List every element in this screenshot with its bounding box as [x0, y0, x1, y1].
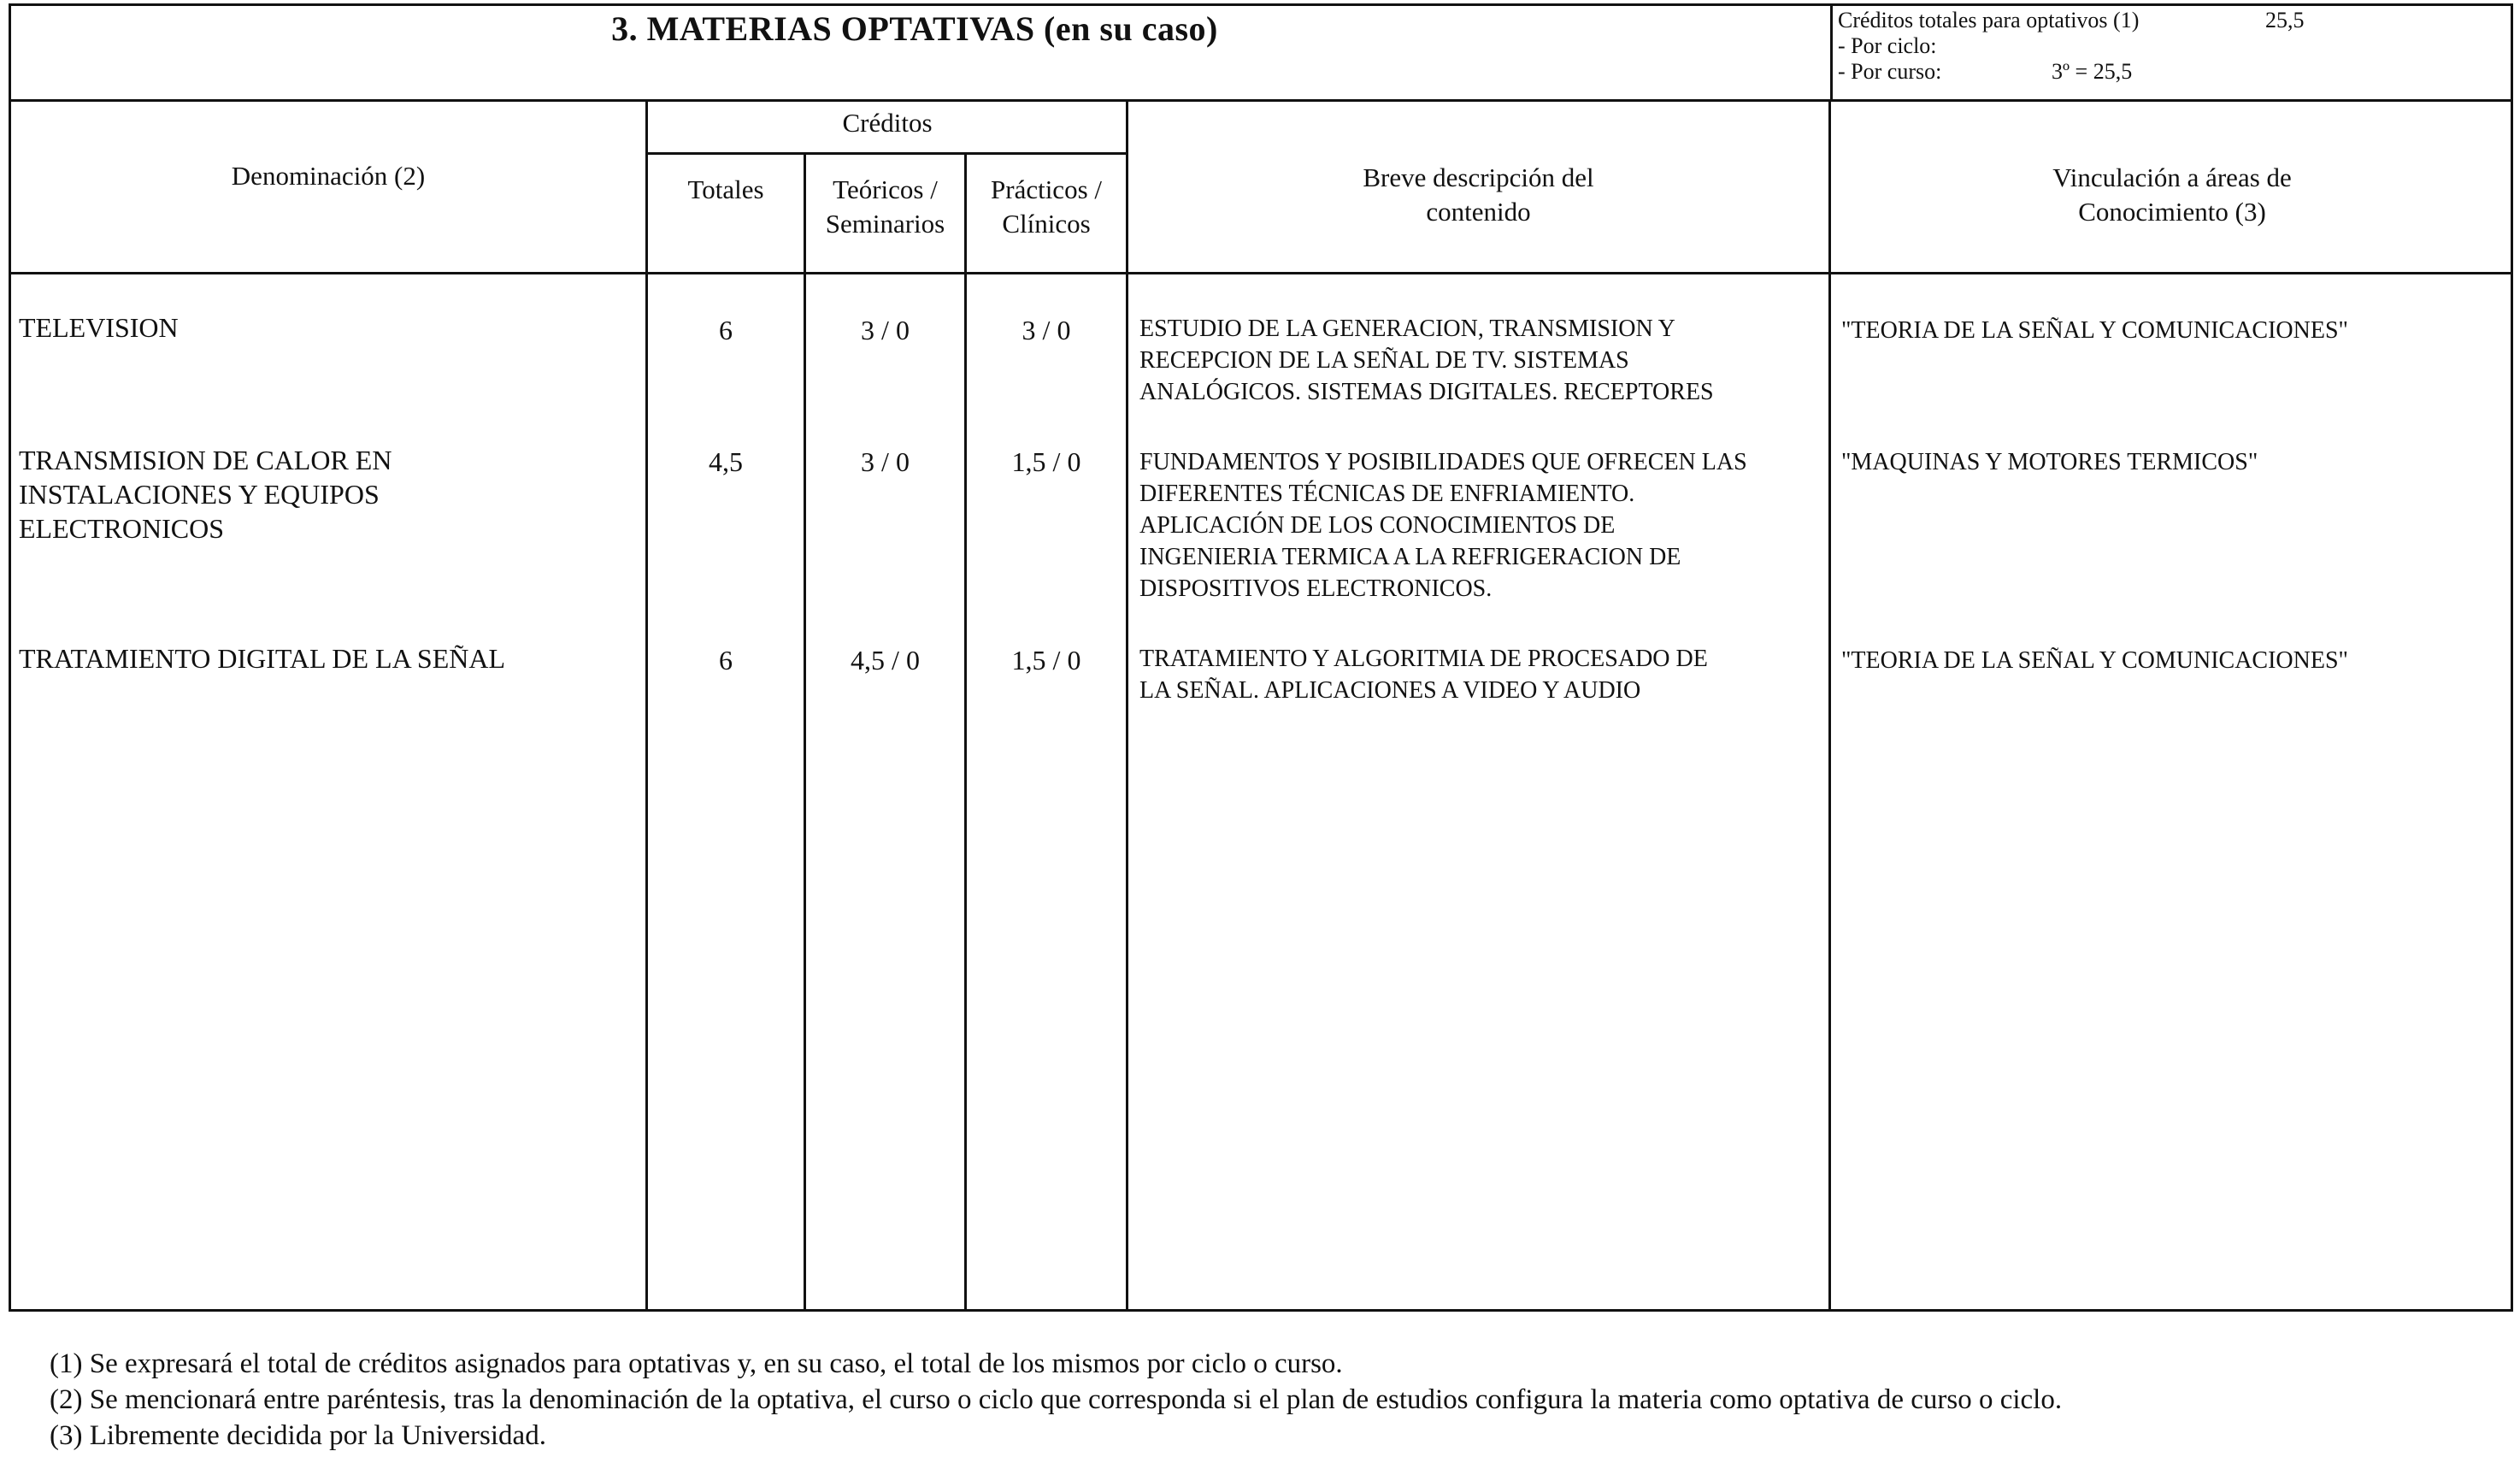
header-divider [9, 272, 2513, 274]
row-3-totales: 6 [719, 645, 733, 675]
header-totales: Totales [687, 174, 764, 204]
row-2-name-line: INSTALACIONES Y EQUIPOS [19, 479, 380, 510]
footnote-1: (1) Se expresará el total de créditos asignados para optativas y, en su caso, el total de los mismos por ciclo o curso. [50, 1348, 1343, 1379]
header-practicos-line2: Clínicos [1002, 209, 1091, 239]
col-sep-5 [1828, 99, 1831, 1312]
row-1-description-line: ANALÓGICOS. SISTEMAS DIGITALES. RECEPTORES [1139, 379, 1714, 405]
row-2-practicos: 1,5 / 0 [1011, 446, 1081, 477]
row-3-teoricos: 4,5 / 0 [851, 645, 920, 675]
header-vinculacion [1831, 161, 2513, 229]
row-2-name-line: ELECTRONICOS [19, 513, 224, 544]
row-2-description-line: FUNDAMENTOS Y POSIBILIDADES QUE OFRECEN LAS [1139, 449, 1747, 475]
credits-course-label: - Por curso: [1838, 59, 1942, 84]
title-divider [9, 99, 2513, 102]
row-1-teoricos: 3 / 0 [861, 315, 910, 345]
row-3-description [1139, 643, 1823, 706]
row-2-name [19, 443, 634, 546]
row-2-area: "MAQUINAS Y MOTORES TERMICOS" [1841, 449, 2258, 475]
row-1-description-line: RECEPCION DE LA SEÑAL DE TV. SISTEMAS [1139, 347, 1629, 374]
row-3-name [19, 641, 634, 675]
header-practicos [967, 173, 1126, 241]
row-1-name [19, 310, 634, 345]
title-credits-separator [1830, 3, 1833, 101]
row-2-description-line: INGENIERIA TERMICA A LA REFRIGERACION DE [1139, 544, 1681, 570]
header-teoricos-line1: Teóricos / [833, 174, 938, 204]
col-sep-1 [645, 99, 648, 1312]
footnote-3: (3) Libremente decidida por la Universidad. [50, 1420, 546, 1451]
row-1-description [1139, 313, 1823, 408]
credits-total-value: 25,5 [2265, 8, 2305, 32]
row-1-name-line: TELEVISION [19, 312, 179, 343]
row-2-totales: 4,5 [709, 446, 743, 477]
row-1-practicos: 3 / 0 [1022, 315, 1071, 345]
row-2-description-line: APLICACIÓN DE LOS CONOCIMIENTOS DE [1139, 512, 1616, 539]
credits-total-label: Créditos totales para optativos (1) [1838, 8, 2140, 32]
credits-summary [1838, 9, 2488, 86]
credits-cycle-label: - Por ciclo: [1838, 33, 1937, 58]
header-descripcion [1128, 161, 1828, 229]
header-descripcion-line1: Breve descripción del [1363, 162, 1594, 192]
header-teoricos [806, 173, 964, 241]
row-2-teoricos: 3 / 0 [861, 446, 910, 477]
row-3-description-line: TRATAMIENTO Y ALGORITMIA DE PROCESADO DE [1139, 646, 1708, 672]
header-practicos-line1: Prácticos / [991, 174, 1102, 204]
header-vinculacion-line2: Conocimiento (3) [2078, 197, 2266, 227]
header-vinculacion-line1: Vinculación a áreas de [2052, 162, 2292, 192]
credits-total-row [1838, 9, 2488, 34]
row-1-area: "TEORIA DE LA SEÑAL Y COMUNICACIONES" [1841, 317, 2348, 344]
credits-group-divider [647, 152, 1128, 155]
row-3-name-line: TRATAMIENTO DIGITAL DE LA SEÑAL [19, 643, 506, 674]
credits-course-row [1838, 60, 2488, 86]
row-2-description-line: DISPOSITIVOS ELECTRONICOS. [1139, 575, 1493, 602]
page-title: 3. MATERIAS OPTATIVAS (en su caso) [611, 9, 1218, 48]
row-3-area: "TEORIA DE LA SEÑAL Y COMUNICACIONES" [1841, 647, 2348, 674]
header-denominacion: Denominación (2) [231, 161, 426, 191]
row-3-description-line: LA SEÑAL. APLICACIONES A VIDEO Y AUDIO [1139, 677, 1641, 704]
row-2-name-line: TRANSMISION DE CALOR EN [19, 445, 392, 475]
header-creditos: Créditos [842, 108, 933, 138]
credits-course-value: 3º = 25,5 [2052, 59, 2133, 84]
credits-cycle-row [1838, 34, 2488, 60]
row-2-description-line: DIFERENTES TÉCNICAS DE ENFRIAMIENTO. [1139, 481, 1635, 507]
footnote-2: (2) Se mencionará entre paréntesis, tras la denominación de la optativa, el curso o ciclo que corresponda si el plan de estudios configura la materia como optativa de curso o ciclo. [50, 1384, 2063, 1415]
footnotes [50, 1346, 2494, 1454]
col-sep-4 [1126, 99, 1128, 1312]
header-teoricos-line2: Seminarios [825, 209, 945, 239]
header-descripcion-line2: contenido [1426, 197, 1531, 227]
row-1-totales: 6 [719, 315, 733, 345]
row-2-description [1139, 446, 1823, 605]
row-3-practicos: 1,5 / 0 [1011, 645, 1081, 675]
row-1-description-line: ESTUDIO DE LA GENERACION, TRANSMISION Y [1139, 316, 1675, 342]
